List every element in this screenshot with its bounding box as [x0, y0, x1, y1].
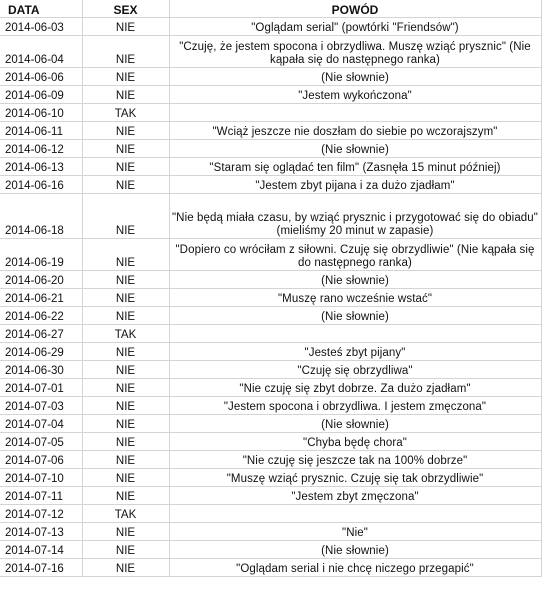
sex-cell: NIE — [82, 140, 169, 158]
sex-cell: NIE — [82, 158, 169, 176]
date-cell: 2014-06-27 — [0, 325, 82, 343]
table-row — [0, 541, 541, 559]
table-row — [0, 505, 541, 523]
date-cell: 2014-06-13 — [0, 158, 82, 176]
table-row — [0, 325, 541, 343]
sex-cell: TAK — [82, 104, 169, 122]
date-cell: 2014-06-09 — [0, 86, 82, 104]
sex-cell: NIE — [82, 176, 169, 194]
reason-cell — [169, 104, 541, 122]
reason-cell: "Jestem spocona i obrzydliwa. I jestem zmęczona" — [169, 397, 541, 415]
table-row — [0, 487, 541, 505]
table-body — [0, 18, 541, 577]
reason-cell: (Nie słownie) — [169, 68, 541, 86]
reason-cell: "Dopiero co wróciłam z siłowni. Czuję się obrzydliwie" (Nie kąpała się do następnego ranka) — [169, 239, 541, 271]
date-cell: 2014-06-29 — [0, 343, 82, 361]
table-row — [0, 451, 541, 469]
date-cell: 2014-06-16 — [0, 176, 82, 194]
date-cell: 2014-06-21 — [0, 289, 82, 307]
reason-cell: (Nie słownie) — [169, 271, 541, 289]
table-row — [0, 176, 541, 194]
sex-cell: NIE — [82, 122, 169, 140]
table-row — [0, 307, 541, 325]
table-row — [0, 415, 541, 433]
sex-cell: NIE — [82, 239, 169, 271]
reason-cell: (Nie słownie) — [169, 307, 541, 325]
sex-cell: NIE — [82, 18, 169, 36]
table-row — [0, 239, 541, 271]
reason-cell: "Staram się oglądać ten film" (Zasnęła 15 minut później) — [169, 158, 541, 176]
reason-cell: (Nie słownie) — [169, 415, 541, 433]
reason-cell: "Nie czuję się zbyt dobrze. Za dużo zjadłam" — [169, 379, 541, 397]
date-cell: 2014-07-14 — [0, 541, 82, 559]
date-cell: 2014-06-11 — [0, 122, 82, 140]
sex-cell: NIE — [82, 289, 169, 307]
table-row — [0, 523, 541, 541]
table-row — [0, 68, 541, 86]
header-row — [0, 0, 541, 18]
reason-cell: "Wciąż jeszcze nie doszłam do siebie po wczorajszym" — [169, 122, 541, 140]
table-row — [0, 397, 541, 415]
reason-cell — [169, 505, 541, 523]
sex-cell: NIE — [82, 361, 169, 379]
sex-cell: NIE — [82, 194, 169, 239]
sex-cell: NIE — [82, 397, 169, 415]
reason-cell: "Jestem zbyt pijana i za dużo zjadłam" — [169, 176, 541, 194]
reason-cell: "Muszę wziąć prysznic. Czuję się tak obrzydliwie" — [169, 469, 541, 487]
date-cell: 2014-07-13 — [0, 523, 82, 541]
table-row — [0, 86, 541, 104]
table-row — [0, 158, 541, 176]
date-cell: 2014-06-18 — [0, 194, 82, 239]
reason-cell: "Czuję się obrzydliwa" — [169, 361, 541, 379]
sex-cell: NIE — [82, 523, 169, 541]
sex-cell: NIE — [82, 559, 169, 577]
table-row — [0, 140, 541, 158]
reason-cell: "Chyba będę chora" — [169, 433, 541, 451]
table-row — [0, 343, 541, 361]
reason-cell: "Jestem zbyt zmęczona" — [169, 487, 541, 505]
date-cell: 2014-07-05 — [0, 433, 82, 451]
date-cell: 2014-07-10 — [0, 469, 82, 487]
date-cell: 2014-07-01 — [0, 379, 82, 397]
table-row — [0, 271, 541, 289]
header-reason: POWÓD — [169, 0, 541, 18]
date-cell: 2014-06-30 — [0, 361, 82, 379]
table-row — [0, 36, 541, 68]
table-row — [0, 433, 541, 451]
reason-cell: "Oglądam serial" (powtórki "Friendsów") — [169, 18, 541, 36]
reason-cell: (Nie słownie) — [169, 541, 541, 559]
reason-cell — [169, 325, 541, 343]
table-row — [0, 122, 541, 140]
sex-cell: NIE — [82, 541, 169, 559]
sex-cell: TAK — [82, 325, 169, 343]
reason-cell: "Jesteś zbyt pijany" — [169, 343, 541, 361]
table-row — [0, 18, 541, 36]
sex-cell: NIE — [82, 469, 169, 487]
table-row — [0, 289, 541, 307]
date-cell: 2014-06-03 — [0, 18, 82, 36]
sex-cell: NIE — [82, 86, 169, 104]
sex-cell: NIE — [82, 487, 169, 505]
sex-cell: NIE — [82, 451, 169, 469]
date-cell: 2014-07-04 — [0, 415, 82, 433]
sex-cell: NIE — [82, 343, 169, 361]
table-row — [0, 361, 541, 379]
date-cell: 2014-06-19 — [0, 239, 82, 271]
sex-cell: NIE — [82, 433, 169, 451]
sex-cell: NIE — [82, 307, 169, 325]
date-cell: 2014-06-20 — [0, 271, 82, 289]
reason-cell: "Czuję, że jestem spocona i obrzydliwa. Muszę wziąć prysznic" (Nie kąpała się do następnego ranka) — [169, 36, 541, 68]
sex-cell: NIE — [82, 415, 169, 433]
reason-cell: "Nie będą miała czasu, by wziąć prysznic i przygotować się do obiadu" (mieliśmy 20 minut w zapasie) — [169, 194, 541, 239]
table-row — [0, 559, 541, 577]
date-cell: 2014-07-16 — [0, 559, 82, 577]
reason-cell: "Nie" — [169, 523, 541, 541]
sex-cell: NIE — [82, 36, 169, 68]
sex-cell: NIE — [82, 271, 169, 289]
sex-cell: NIE — [82, 379, 169, 397]
table-row — [0, 379, 541, 397]
date-cell: 2014-07-12 — [0, 505, 82, 523]
date-cell: 2014-06-12 — [0, 140, 82, 158]
table-row — [0, 194, 541, 239]
header-date: DATA — [0, 0, 82, 18]
reason-cell: "Nie czuję się jeszcze tak na 100% dobrze" — [169, 451, 541, 469]
date-cell: 2014-06-22 — [0, 307, 82, 325]
date-cell: 2014-07-03 — [0, 397, 82, 415]
table-row — [0, 469, 541, 487]
reason-cell: "Muszę rano wcześnie wstać" — [169, 289, 541, 307]
date-cell: 2014-07-06 — [0, 451, 82, 469]
reason-cell: "Oglądam serial i nie chcę niczego przegapić" — [169, 559, 541, 577]
reason-cell: (Nie słownie) — [169, 140, 541, 158]
date-cell: 2014-06-10 — [0, 104, 82, 122]
date-cell: 2014-06-06 — [0, 68, 82, 86]
sex-cell: TAK — [82, 505, 169, 523]
date-cell: 2014-07-11 — [0, 487, 82, 505]
date-cell: 2014-06-04 — [0, 36, 82, 68]
sex-cell: NIE — [82, 68, 169, 86]
header-sex: SEX — [82, 0, 169, 18]
table-row — [0, 104, 541, 122]
reason-cell: "Jestem wykończona" — [169, 86, 541, 104]
